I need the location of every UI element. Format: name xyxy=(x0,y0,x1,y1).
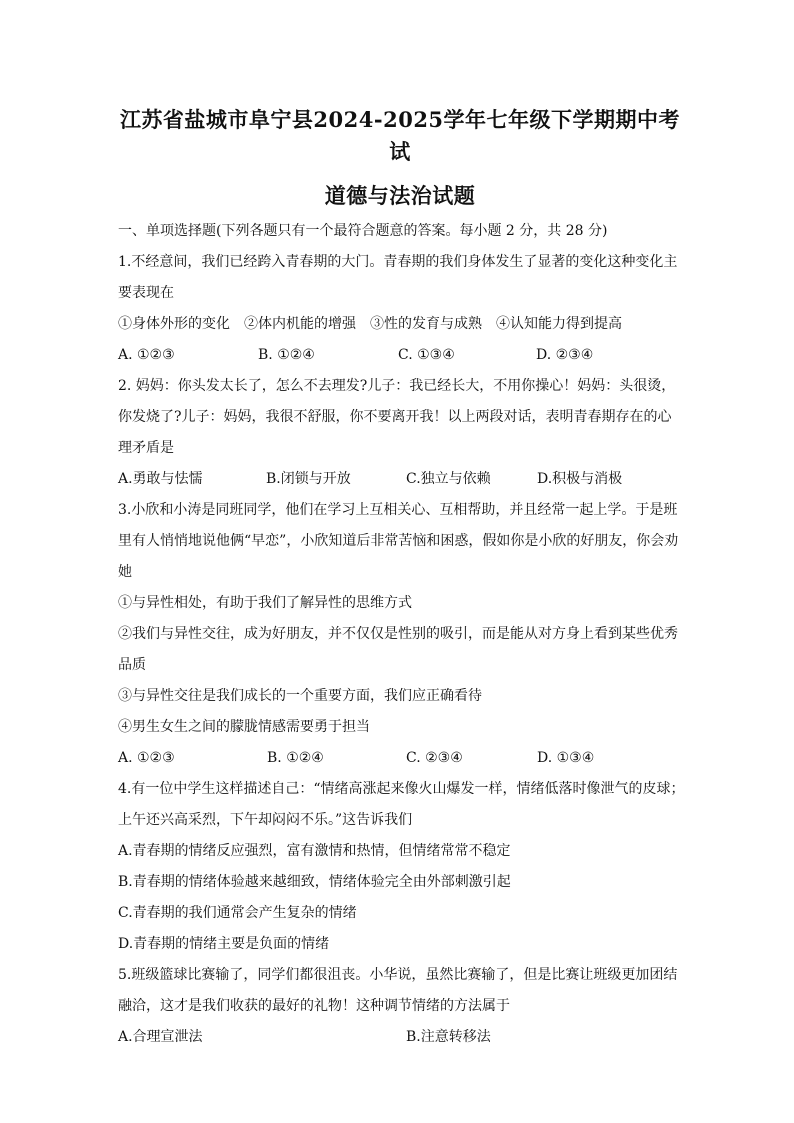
exam-subtitle: 道德与法治试题 xyxy=(324,183,476,208)
question-3-stem-end: 她 xyxy=(118,564,132,580)
question-1-stem: 1.不经意间，我们已经跨入青春期的大门。青春期的我们身体发生了显著的变化这种变化主 xyxy=(118,254,678,270)
question-4-option-d: D.青春期的情绪主要是负面的情绪 xyxy=(118,936,330,952)
question-4-option-a: A.青春期的情绪反应强烈，富有激情和热情，但情绪常常不稳定 xyxy=(118,843,511,859)
question-3-option-d: D. ①③④ xyxy=(537,750,595,766)
question-5-option-b: B.注意转移法 xyxy=(406,1029,491,1045)
question-3-item-4: ④男生女生之间的朦胧情感需要勇于担当 xyxy=(118,719,370,735)
question-3-stem-cont: 里有人悄悄地说他俩“早恋”，小欣知道后非常苦恼和困惑，假如你是小欣的好朋友，你会劝 xyxy=(118,533,679,549)
question-4-stem: 4.有一位中学生这样描述自己：“情绪高涨起来像火山爆发一样，情绪低落时像泄气的皮球； xyxy=(118,781,685,797)
question-2-options xyxy=(118,464,682,495)
question-5-options xyxy=(118,1022,682,1053)
question-3-option-c: C. ②③④ xyxy=(406,750,463,766)
question-1-option-a: A. ①②③ xyxy=(118,347,175,363)
question-2-stem-end: 理矛盾是 xyxy=(118,440,174,456)
question-1-option-b: B. ①②④ xyxy=(258,347,315,363)
question-2-option-b: B.闭锁与开放 xyxy=(266,471,351,487)
question-4-stem-cont: 上午还兴高采烈，下午却闷闷不乐。”这告诉我们 xyxy=(118,812,413,828)
question-4-option-b: B.青春期的情绪体验越来越细致，情绪体验完全由外部刺激引起 xyxy=(118,874,511,890)
question-1-stem-cont: 要表现在 xyxy=(118,285,174,301)
question-3-options xyxy=(118,743,682,774)
question-3-item-2-cont: 品质 xyxy=(118,657,146,673)
question-1-option-c: C. ①③④ xyxy=(398,347,455,363)
section-heading: 一、单项选择题(下列各题只有一个最符合题意的答案。每小题 2 分，共 28 分) xyxy=(118,223,608,239)
question-1-options xyxy=(118,340,682,371)
question-2-option-d: D.积极与消极 xyxy=(537,471,623,487)
question-2-stem-cont: 你发烧了?儿子：妈妈，我很不舒服，你不要离开我！以上两段对话，表明青春期存在的心 xyxy=(118,409,672,425)
question-5-stem: 5.班级篮球比赛输了，同学们都很沮丧。小华说，虽然比赛输了，但是比赛让班级更加团结 xyxy=(118,967,678,983)
question-5-option-a: A.合理宣泄法 xyxy=(118,1029,203,1045)
question-3-option-a: A. ①②③ xyxy=(118,750,175,766)
exam-title: 江苏省盐城市阜宁县2024-2025学年七年级下学期期中考试 xyxy=(119,107,681,164)
question-2-option-a: A.勇敢与怯懦 xyxy=(118,471,203,487)
question-2-stem: 2. 妈妈：你头发太长了，怎么不去理发?儿子：我已经长大，不用你操心！妈妈：头很烫， xyxy=(118,378,676,394)
question-4-option-c: C.青春期的我们通常会产生复杂的情绪 xyxy=(118,905,357,921)
question-3-stem: 3.小欣和小涛是同班同学，他们在学习上互相关心、互相帮助，并且经常一起上学。于是班 xyxy=(118,502,678,518)
question-3-item-2: ②我们与异性交往，成为好朋友，并不仅仅是性别的吸引，而是能从对方身上看到某些优秀 xyxy=(118,626,678,642)
question-2-option-c: C.独立与依赖 xyxy=(406,471,491,487)
question-5-stem-cont: 融洽，这才是我们收获的最好的礼物！这种调节情绪的方法属于 xyxy=(118,998,510,1014)
question-3-item-3: ③与异性交往是我们成长的一个重要方面，我们应正确看待 xyxy=(118,688,482,704)
question-3-option-b: B. ①②④ xyxy=(267,750,324,766)
question-3-item-1: ①与异性相处，有助于我们了解异性的思维方式 xyxy=(118,595,412,611)
question-1-option-d: D. ②③④ xyxy=(536,347,594,363)
question-1-items: ①身体外形的变化 ②体内机能的增强 ③性的发育与成熟 ④认知能力得到提高 xyxy=(118,316,622,332)
